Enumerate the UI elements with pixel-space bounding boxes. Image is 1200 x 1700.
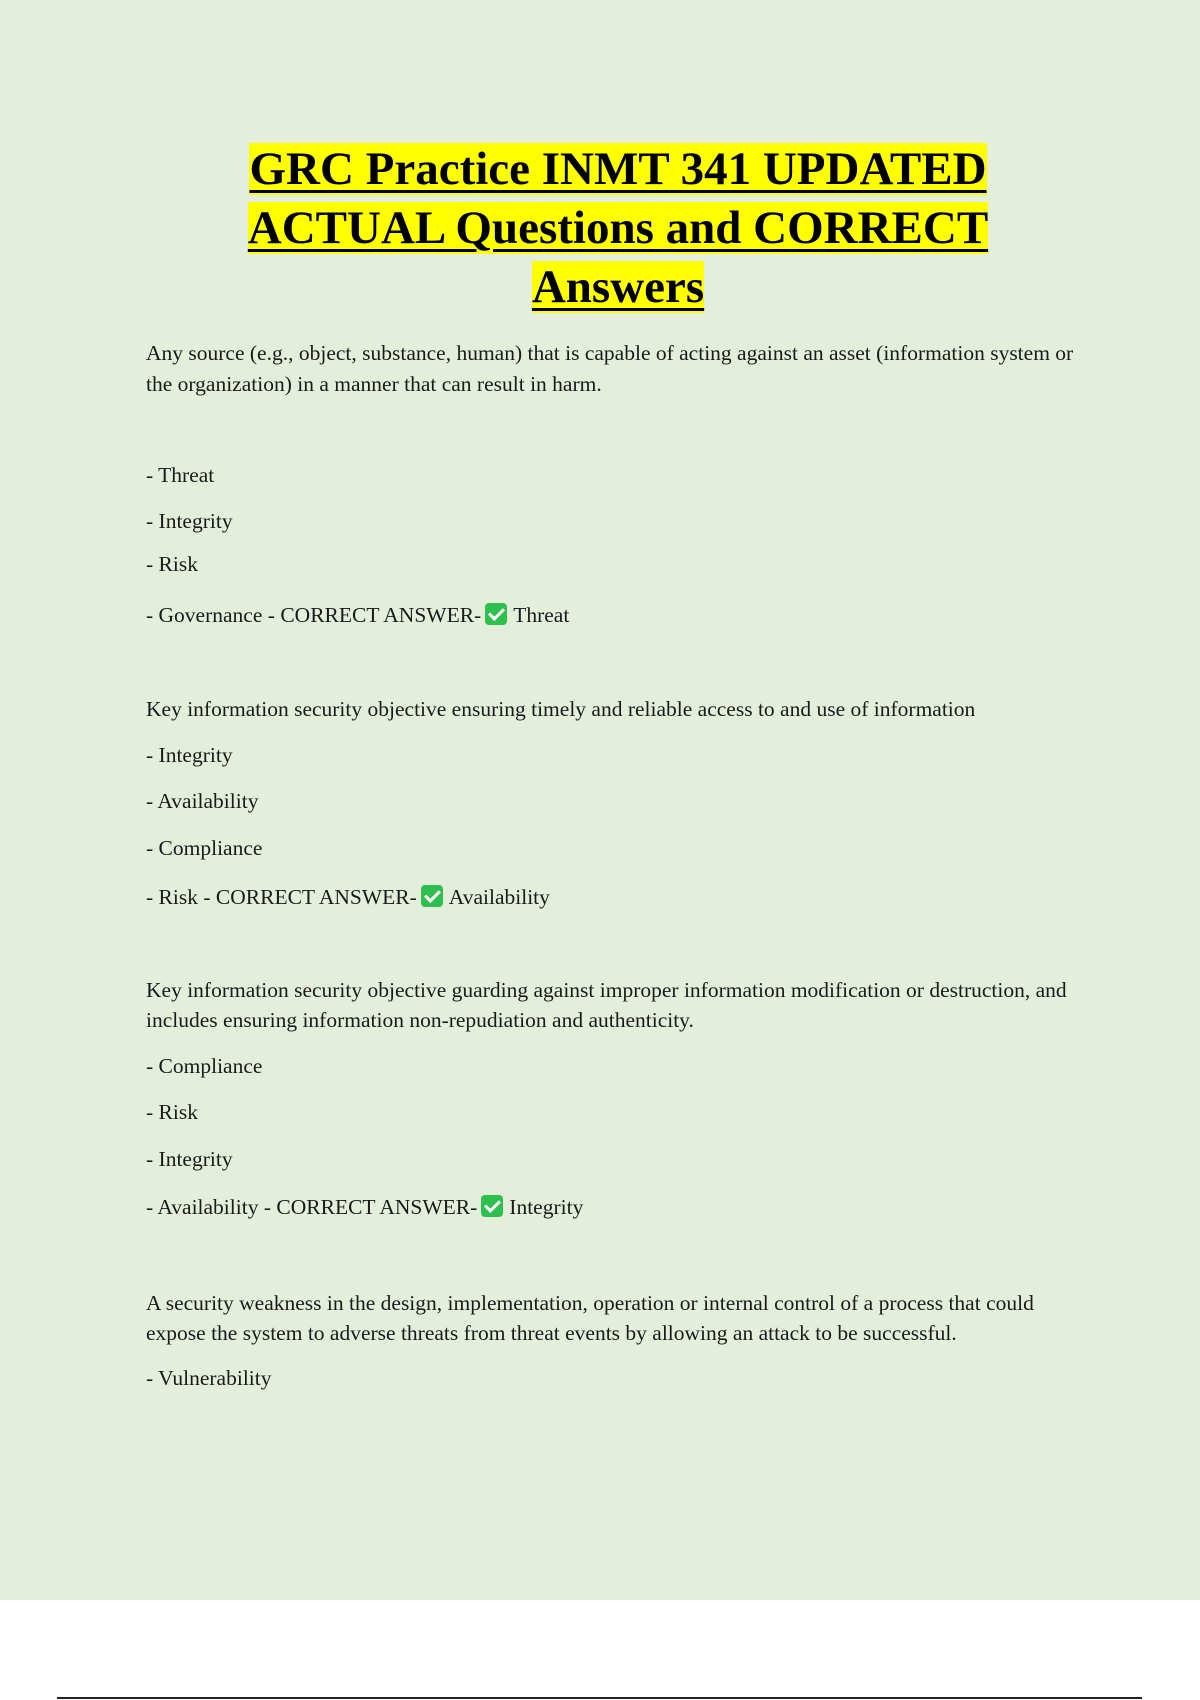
green-check-icon bbox=[485, 603, 507, 625]
correct-answer: Availability bbox=[448, 885, 550, 909]
answer-line: - Governance - CORRECT ANSWER- Threat bbox=[146, 602, 570, 627]
question-text: A security weakness in the design, implementation, operation or internal control of a process that could expose the system to adverse threats from threat events by allowing an attack to be successful. bbox=[146, 1290, 1034, 1345]
question-block-2 bbox=[146, 694, 1096, 913]
question-text: Any source (e.g., object, substance, human) that is capable of acting against an asset (information system or the organization) in a manner that can result in harm. bbox=[146, 341, 1074, 396]
title-line-3: Answers bbox=[531, 261, 705, 313]
option: - Integrity bbox=[146, 1146, 233, 1171]
question-block-1 bbox=[146, 338, 1096, 630]
option: - Governance bbox=[146, 602, 263, 627]
option: - Risk bbox=[146, 885, 198, 909]
option: - Compliance bbox=[146, 1053, 263, 1078]
answer-prefix: CORRECT ANSWER- bbox=[276, 1195, 478, 1219]
questions-content bbox=[146, 338, 1096, 1393]
option: - Threat bbox=[146, 463, 215, 487]
option: - Availability bbox=[146, 789, 259, 813]
answer-prefix: CORRECT ANSWER- bbox=[280, 602, 482, 627]
option: - Vulnerability bbox=[146, 1365, 272, 1390]
correct-answer: Threat bbox=[513, 602, 570, 627]
option: - Risk bbox=[146, 552, 198, 576]
answer-line: - Availability - CORRECT ANSWER- Integrity bbox=[146, 1195, 584, 1219]
option: - Integrity bbox=[146, 508, 233, 533]
title-line-1: GRC Practice INMT 341 UPDATED bbox=[249, 143, 987, 195]
option: - Compliance bbox=[146, 835, 263, 860]
question-block-4 bbox=[146, 1288, 1096, 1394]
green-check-icon bbox=[481, 1195, 503, 1217]
correct-answer: Integrity bbox=[509, 1195, 584, 1219]
footer-divider bbox=[57, 1697, 1142, 1699]
option: - Risk bbox=[146, 1100, 198, 1124]
title-line-2: ACTUAL Questions and CORRECT bbox=[247, 202, 989, 254]
option: - Availability bbox=[146, 1195, 259, 1219]
option: - Integrity bbox=[146, 742, 233, 767]
answer-prefix: CORRECT ANSWER- bbox=[215, 885, 417, 909]
green-check-icon bbox=[421, 885, 443, 907]
question-block-3 bbox=[146, 975, 1096, 1223]
question-text: Key information security objective ensuring timely and reliable access to and use of information bbox=[146, 697, 976, 721]
question-text: Key information security objective guarding against improper information modification or destruction, and includes ensuring information non-repudiation and authenticity. bbox=[146, 977, 1067, 1032]
answer-line: - Risk - CORRECT ANSWER- Availability bbox=[146, 885, 550, 909]
document-title bbox=[0, 140, 1200, 317]
